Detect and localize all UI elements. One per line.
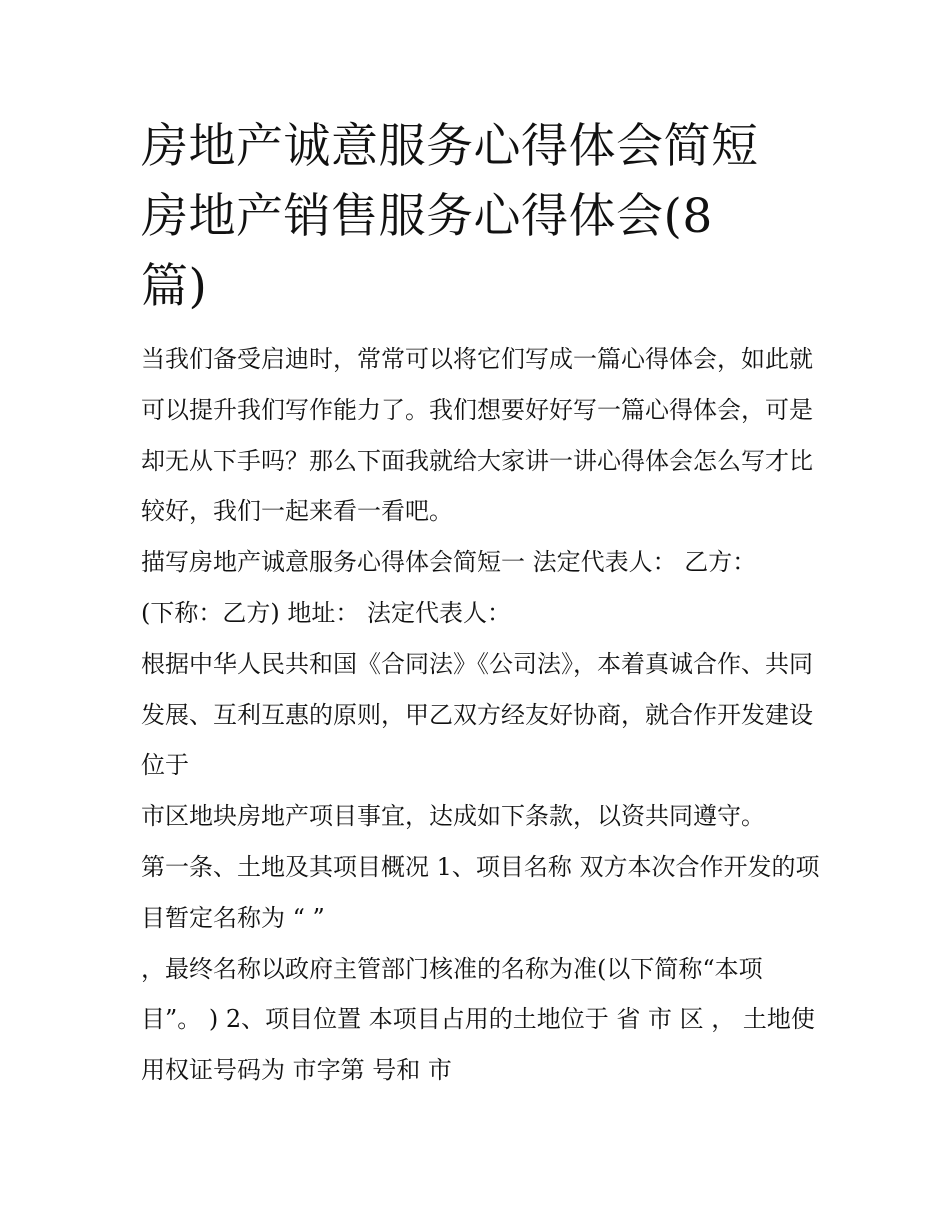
title-line-2: 房地产销售服务心得体会(8	[141, 189, 713, 244]
paragraph-heading-parties: 描写房地产诚意服务心得体会简短一 法定代表人： 乙方：	[141, 548, 757, 577]
paragraph-party-b: (下称：乙方) 地址： 法定代表人：	[141, 598, 511, 627]
paragraph-legal-basis: 根据中华人民共和国《合同法》《公司法》，本着真诚合作、共同发展、互利互惠的原则，甲乙双方经友好协商，就合作开发建设位于	[141, 649, 813, 780]
paragraph-article-one: 第一条、土地及其项目概况 1、项目名称 双方本次合作开发的项目暂定名称为 “ ”	[141, 852, 820, 932]
title-line-1: 房地产诚意服务心得体会简短	[141, 119, 759, 174]
document-title	[141, 112, 821, 322]
title-line-3: 篇)	[141, 259, 208, 314]
paragraph-intro: 当我们备受启迪时，常常可以将它们写成一篇心得体会，如此就可以提升我们写作能力了。我们想要好好写一篇心得体会，可是却无从下手吗？那么下面我就给大家讲一讲心得体会怎么写才比较好，我们一起来看一看吧。	[141, 345, 813, 526]
document-body	[141, 334, 821, 1096]
paragraph-project-matter: 市区地块房地产项目事宜，达成如下条款，以资共同遵守。	[141, 802, 765, 831]
paragraph-project-location: ，最终名称以政府主管部门核准的名称为准(以下简称“本项目”。 ) 2、项目位置 本项目占用的土地位于 省 市 区 ， 土地使用权证号码为 市字第 号和 市	[141, 954, 815, 1085]
document-content	[141, 112, 821, 1096]
